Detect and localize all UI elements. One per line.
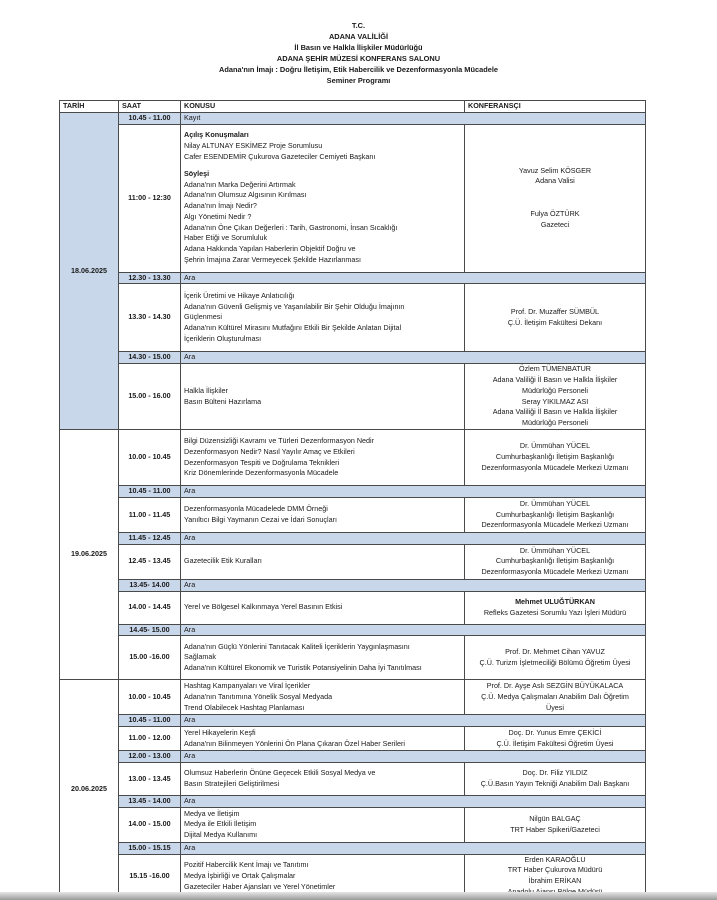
speaker-title: Üyesi	[546, 702, 564, 712]
topic-line: Kriz Dönemlerinde Dezenformasyonla Mücadele	[184, 468, 339, 478]
topic-cell: Ara	[181, 532, 646, 544]
speaker-title: Gazeteci	[540, 219, 570, 229]
speaker-name: Özlem TÜMENBATUR	[518, 364, 591, 374]
viewer-bottom-bar	[0, 892, 717, 900]
topic-line: Dezenformasyon Nedir? Nasıl Yayılır Amaç ve Etkileri	[184, 446, 355, 456]
speaker-cell	[465, 364, 646, 430]
table-row	[60, 124, 646, 272]
time-cell: 10.45 - 11.00	[119, 486, 181, 498]
topic-line: Yerel ve Bölgesel Kalkınmaya Yerel Basının Etkisi	[184, 602, 343, 612]
speaker-name: Yavuz Selim KÖSGER	[518, 165, 592, 175]
topic-cell: Ara	[181, 272, 646, 284]
topic-cell: Ara	[181, 842, 646, 854]
speaker-title: Ç.Ü.Basın Yayın Tekniği Anabilim Dalı Başkanı	[480, 778, 630, 788]
speaker-title: Adana Valiliği İl Basın ve Halkla İlişkiler	[492, 375, 618, 385]
topic-cell: Ara	[181, 352, 646, 364]
table-row	[60, 579, 646, 591]
topic-cell	[181, 636, 465, 680]
table-row	[60, 272, 646, 284]
document-header	[0, 20, 717, 86]
speaker-title: Cumhurbaşkanlığı İletişim Başkanlığı	[495, 509, 615, 519]
topic-cell: Ara	[181, 579, 646, 591]
speaker-name: Seray YIKILMAZ ASI	[521, 396, 589, 406]
speaker-cell	[465, 284, 646, 352]
table-row	[60, 636, 646, 680]
topic-line: Olumsuz Haberlerin Önüne Geçecek Etkili Sosyal Medya ve	[184, 768, 376, 778]
time-cell: 13.45 - 14.00	[119, 795, 181, 807]
speaker-cell	[465, 807, 646, 842]
table-row	[60, 352, 646, 364]
time-cell: 14.00 - 15.00	[119, 807, 181, 842]
date-cell: 18.06.2025	[60, 112, 119, 429]
table-row	[60, 727, 646, 751]
time-cell: 15.00 -16.00	[119, 636, 181, 680]
speaker-title: Refleks Gazetesi Sorumlu Yazı İşleri Müdürü	[483, 607, 627, 617]
time-cell: 14.00 - 14.45	[119, 591, 181, 624]
topic-line: İçerik Üretimi ve Hikaye Anlatıcılığı	[184, 290, 295, 300]
header-line-tc: T.C.	[351, 21, 366, 30]
topic-line: Gazetecilik Etik Kuralları	[184, 556, 262, 566]
column-header-date: TARİH	[60, 101, 119, 113]
topic-line: Medya İşbirliği ve Ortak Çalışmalar	[184, 870, 296, 880]
date-cell: 20.06.2025	[60, 680, 119, 898]
topic-line: Adana'nın Öne Çıkan Değerleri : Tarih, Gastronomi, İnsan Sıcaklığı	[184, 222, 398, 232]
time-cell: 15.00 - 16.00	[119, 364, 181, 430]
table-row	[60, 842, 646, 854]
speaker-title: TRT Haber Çukurova Müdürü	[507, 865, 603, 875]
table-row	[60, 486, 646, 498]
topic-line: Algı Yönetimi Nedir ?	[184, 211, 252, 221]
table-row	[60, 430, 646, 486]
topic-line: Adana Hakkında Yapılan Haberlerin Objektif Doğru ve	[184, 244, 356, 254]
seminar-schedule-table	[59, 100, 646, 899]
topic-line: Cafer ESENDEMİR Çukurova Gazeteciler Cemiyeti Başkanı	[184, 151, 376, 161]
speaker-title: Cumhurbaşkanlığı İletişim Başkanlığı	[495, 452, 615, 462]
column-header-topic: KONUSU	[181, 101, 465, 113]
header-line-theme: Adana'nın İmajı : Doğru İletişim, Etik Habercilik ve Dezenformasyonla Mücadele	[219, 65, 498, 74]
topic-line: Dezenformasyonla Mücadelede DMM Örneği	[184, 504, 328, 514]
topic-cell	[181, 727, 465, 751]
speaker-name: Nilgün BALGAÇ	[529, 813, 581, 823]
speaker-cell	[465, 124, 646, 272]
column-header-speaker: KONFERANSÇI	[465, 101, 646, 113]
topic-cell	[181, 430, 465, 486]
speaker-title: Dezenformasyonla Mücadele Merkezi Uzmanı	[481, 520, 629, 530]
table-row	[60, 284, 646, 352]
time-cell: 12.00 - 13.00	[119, 751, 181, 763]
time-cell: 10.45 - 11.00	[119, 112, 181, 124]
speaker-cell	[465, 680, 646, 715]
topic-line: Dijital Medya Kullanımı	[184, 830, 258, 840]
speaker-cell	[465, 762, 646, 795]
topic-line: Adana'nın Marka Değerini Artırmak	[184, 179, 296, 189]
table-row	[60, 762, 646, 795]
topic-line: Adana'nın Bilinmeyen Yönlerini Ön Plana Çıkaran Özel Haber Serileri	[184, 738, 405, 748]
speaker-name: Prof. Dr. Mehmet Cihan YAVUZ	[505, 647, 605, 657]
speaker-name: İbrahim ERİKAN	[528, 876, 582, 886]
speaker-cell	[465, 497, 646, 532]
time-cell: 11.00 - 12.00	[119, 727, 181, 751]
topic-line: Adana'nın Tanıtımına Yönelik Sosyal Medyada	[184, 691, 333, 701]
topic-line: Halkla İlişkiler	[184, 385, 228, 395]
topic-line: İçeriklerin Oluşturulması	[184, 334, 262, 344]
topic-line: Pozitif Habercilik Kent İmajı ve Tanıtımı	[184, 859, 309, 869]
table-row	[60, 112, 646, 124]
topic-cell: Ara	[181, 624, 646, 636]
topic-line: Yerel Hikayelerin Keşfi	[184, 727, 256, 737]
topic-heading: Açılış Konuşmaları	[184, 130, 249, 140]
speaker-title: Ç.Ü. İletişim Fakültesi Dekanı	[507, 317, 603, 327]
topic-line: Adana'nın Kültürel Ekonomik ve Turistik Potansiyelinin Daha İyi Tanıtılması	[184, 663, 422, 673]
table-row	[60, 751, 646, 763]
topic-cell	[181, 364, 465, 430]
speaker-title: Ç.Ü. Medya Çalışmaları Anabilim Dalı Öğretim	[481, 691, 629, 701]
speaker-name: Dr. Ümmühan YÜCEL	[519, 545, 591, 555]
table-row	[60, 807, 646, 842]
date-cell: 19.06.2025	[60, 430, 119, 680]
topic-line: Medya ile Etkili İletişim	[184, 819, 257, 829]
topic-line: Adana'nın Olumsuz Algısının Kırılması	[184, 190, 307, 200]
time-cell: 11.45 - 12.45	[119, 532, 181, 544]
table-header-row	[60, 101, 646, 113]
topic-cell: Kayıt	[181, 112, 646, 124]
topic-cell	[181, 124, 465, 272]
topic-line: Hashtag Kampanyaları ve Viral İçerikler	[184, 681, 311, 691]
topic-cell	[181, 544, 465, 579]
topic-cell	[181, 807, 465, 842]
time-cell: 10.00 - 10.45	[119, 430, 181, 486]
speaker-title: TRT Haber Spikeri/Gazeteci	[510, 824, 600, 834]
topic-cell	[181, 762, 465, 795]
header-line-valilik: ADANA VALİLİĞİ	[328, 32, 389, 41]
table-row	[60, 591, 646, 624]
speaker-title: Adana Valiliği İl Basın ve Halkla İlişkiler	[492, 407, 618, 417]
topic-line: Sağlamak	[184, 652, 216, 662]
topic-line: Bilgi Düzensizliği Kavramı ve Türleri Dezenformasyon Nedir	[184, 436, 375, 446]
speaker-title: Müdürlüğü Personeli	[522, 418, 588, 428]
topic-line: Adana'nın Güvenli Gelişmiş ve Yaşanılabilir Bir Şehir Olduğu İmajının	[184, 301, 405, 311]
time-cell: 14.45- 15.00	[119, 624, 181, 636]
header-line-program: Seminer Programı	[326, 76, 391, 85]
time-cell: 14.30 - 15.00	[119, 352, 181, 364]
topic-cell	[181, 591, 465, 624]
time-cell: 10.00 - 10.45	[119, 680, 181, 715]
time-cell: 12.30 - 13.30	[119, 272, 181, 284]
topic-line: Şehrin İmajına Zarar Vermeyecek Şekilde Hazırlanması	[184, 255, 361, 265]
topic-cell: Ara	[181, 715, 646, 727]
speaker-cell	[465, 727, 646, 751]
time-cell: 10.45 - 11.00	[119, 715, 181, 727]
table-row	[60, 532, 646, 544]
time-cell: 13.00 - 13.45	[119, 762, 181, 795]
topic-line: Haber Etiği ve Sorumluluk	[184, 233, 268, 243]
table-row	[60, 544, 646, 579]
speaker-cell	[465, 591, 646, 624]
speaker-title: Dezenformasyonla Mücadele Merkezi Uzmanı	[481, 463, 629, 473]
topic-cell: Ara	[181, 486, 646, 498]
topic-line: Nilay ALTUNAY ESKİMEZ Proje Sorumlusu	[184, 141, 323, 151]
time-cell: 13.30 - 14.30	[119, 284, 181, 352]
table-row	[60, 364, 646, 430]
topic-line: Medya ve İletişim	[184, 808, 240, 818]
table-row	[60, 624, 646, 636]
table-row	[60, 715, 646, 727]
speaker-title: Cumhurbaşkanlığı İletişim Başkanlığı	[495, 556, 615, 566]
topic-line: Basın Stratejileri Geliştirilmesi	[184, 778, 280, 788]
topic-line: Adana'nın Güçlü Yönlerini Tanıtacak Kaliteli İçeriklerin Yaygınlaşmasını	[184, 641, 410, 651]
speaker-cell	[465, 430, 646, 486]
topic-cell	[181, 284, 465, 352]
time-cell: 15.00 - 15.15	[119, 842, 181, 854]
topic-line: Adana'nın İmajı Nedir?	[184, 201, 257, 211]
time-cell: 15.15 -16.00	[119, 854, 181, 898]
topic-line: Yanıltıcı Bilgi Yaymanın Cezai ve İdari Sonuçları	[184, 514, 338, 524]
header-line-venue: ADANA ŞEHİR MÜZESİ KONFERANS SALONU	[276, 54, 441, 63]
speaker-title: Ç.Ü. İletişim Fakültesi Öğretim Üyesi	[496, 738, 614, 748]
time-cell: 11.00 - 11.45	[119, 497, 181, 532]
topic-cell	[181, 497, 465, 532]
table-row	[60, 795, 646, 807]
table-row	[60, 497, 646, 532]
topic-line: Güçlenmesi	[184, 312, 222, 322]
speaker-name: Mehmet ULUĞTÜRKAN	[515, 596, 595, 606]
speaker-name: Doç. Dr. Yunus Emre ÇEKİCİ	[508, 727, 602, 737]
speaker-title: Adana Valisi	[535, 176, 575, 186]
speaker-name: Doç. Dr. Filiz YILDIZ	[522, 768, 588, 778]
speaker-cell	[465, 544, 646, 579]
speaker-name: Dr. Ümmühan YÜCEL	[519, 441, 591, 451]
topic-cell	[181, 680, 465, 715]
speaker-title: Müdürlüğü Personeli	[522, 385, 588, 395]
topic-line: Adana'nın Kültürel Mirasını Mutfağını Etkili Bir Şekilde Anlatan Dijital	[184, 323, 402, 333]
time-cell: 13.45- 14.00	[119, 579, 181, 591]
topic-heading: Söyleşi	[184, 168, 210, 178]
topic-line: Trend Olabilecek Hashtag Planlaması	[184, 702, 305, 712]
speaker-name: Dr. Ümmühan YÜCEL	[519, 498, 591, 508]
time-cell: 11:00 - 12:30	[119, 124, 181, 272]
speaker-name: Erden KARAOĞLU	[524, 854, 586, 864]
speaker-title: Ç.Ü. Turizm İşletmeciliği Bölümü Öğretim Üyesi	[479, 657, 631, 667]
column-header-time: SAAT	[119, 101, 181, 113]
topic-line: Dezenformasyon Tespiti ve Doğrulama Teknikleri	[184, 457, 340, 467]
speaker-title: Dezenformasyonla Mücadele Merkezi Uzmanı	[481, 567, 629, 577]
topic-line: Basın Bülteni Hazırlama	[184, 396, 262, 406]
speaker-name: Prof. Dr. Ayşe Aslı SEZGİN BÜYÜKALACA	[486, 681, 624, 691]
time-cell: 12.45 - 13.45	[119, 544, 181, 579]
speaker-cell	[465, 636, 646, 680]
topic-cell: Ara	[181, 795, 646, 807]
topic-cell: Ara	[181, 751, 646, 763]
header-line-mudurluk: İl Basın ve Halkla İlişkiler Müdürlüğü	[294, 43, 423, 52]
speaker-name: Prof. Dr. Muzaffer SÜMBÜL	[510, 307, 600, 317]
table-row	[60, 680, 646, 715]
topic-line: Gazeteciler Haber Ajansları ve Yerel Yönetimler	[184, 881, 336, 891]
speaker-name: Fulya ÖZTÜRK	[530, 209, 580, 219]
